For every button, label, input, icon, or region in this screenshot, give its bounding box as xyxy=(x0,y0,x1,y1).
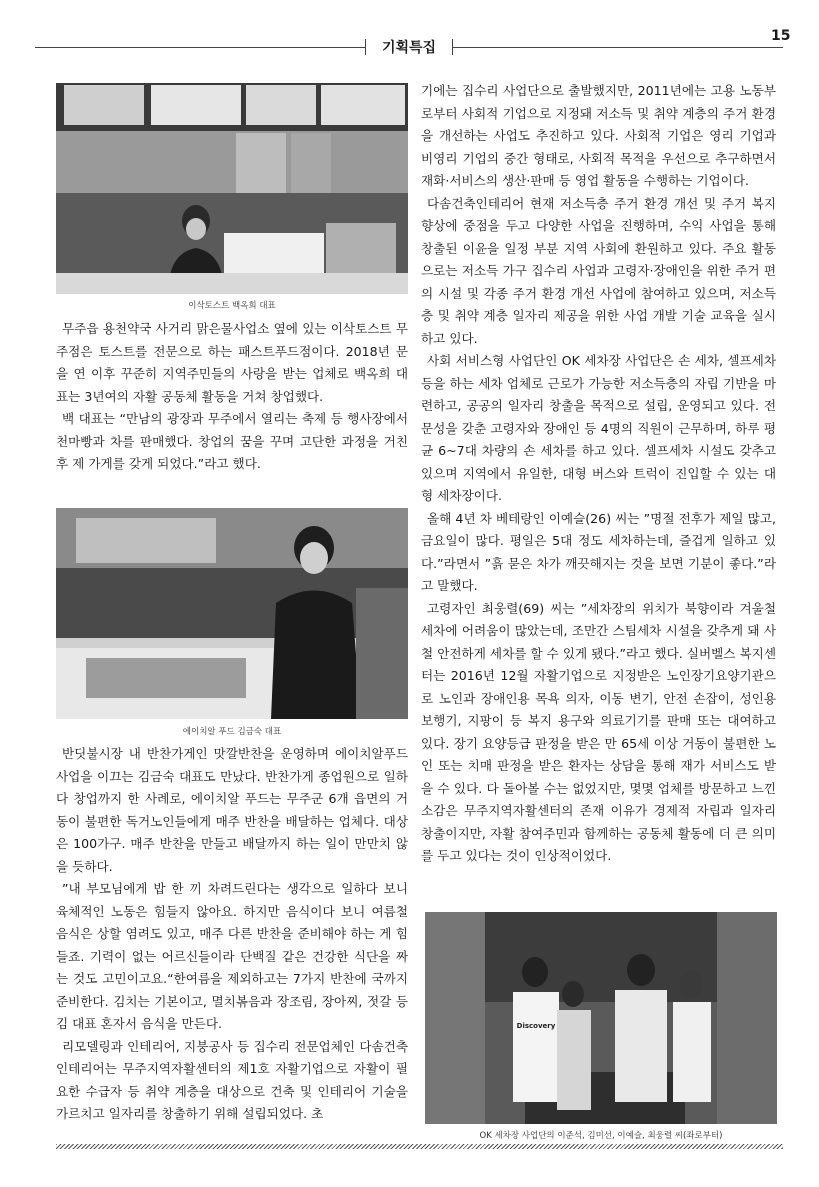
photo-caption-side-dish: 에이치알 푸드 김금숙 대표 xyxy=(182,727,282,737)
left-column-block-2 xyxy=(56,743,408,1126)
paragraph: 올해 4년 차 베테랑인 이예슬(26) 씨는 ”명절 전후가 제일 많고, 금요일이 많다. 평일은 5대 정도 세차하는데, 즐겁게 일하고 있다.”라면서 ”흙 묻은 차가 깨끗해지는 것을 보면 기분이 좋다.”라고 말했다. xyxy=(421,510,776,593)
paragraph: 백 대표는 “만남의 광장과 무주에서 열리는 축제 등 행사장에서 천마빵과 차를 판매했다. 창업의 꿈을 꾸며 고단한 과정을 거친 후 제 가게를 갖게 되었다.”라고 했다. xyxy=(56,411,408,471)
header-tick-left xyxy=(365,39,366,55)
header-rule-right xyxy=(453,47,783,48)
photo-caption-toast: 이삭토스트 백옥희 대표 xyxy=(188,301,276,311)
photo-side-dish-shop xyxy=(56,508,408,719)
photo-toast-shop xyxy=(56,83,408,294)
paragraph: 반딧불시장 내 반찬가게인 맛깔반찬을 운영하며 에이치알푸드 사업을 이끄는 김금숙 대표도 만났다. 반찬가게 종업원으로 일하다 창업까지 한 사례로, 에이치알 푸드는 무주군 6개 읍면의 거동이 불편한 독거노인들에게 매주 반찬을 배달하는 업체다. 대상은 100가구. 매주 반찬을 만들고 배달까지 하는 일이 만만치 않을 듯하다. xyxy=(56,746,408,874)
paragraph: 사회 서비스형 사업단인 OK 세차장 사업단은 손 세차, 셀프세차 등을 하는 세차 업체로 근로가 가능한 저소득층의 자립 기반을 마련하고, 공공의 일자리 창출을 목적으로 설립, 운영되고 있다. 전문성을 갖춘 고령자와 장애인 등 4명의 직원이 근무하며, 하루 평균 6~7대 차량의 손 세차를 하고 있다. 셀프세차 시설도 갖추고 있으며 지역에서 유일한, 대형 버스와 트럭이 진입할 수 있는 대형 세차장이다. xyxy=(421,353,776,503)
paragraph: 무주읍 용천약국 사거리 맑은물사업소 옆에 있는 이삭토스트 무주점은 토스트를 전문으로 하는 패스트푸드점이다. 2018년 문을 연 이후 꾸준히 지역주민들의 사랑을 받는 업체로 백옥희 대표는 3년여의 자활 공동체 활동을 거쳐 창업했다. xyxy=(56,321,408,404)
header-rule-left xyxy=(35,47,365,48)
photo-car-wash-team xyxy=(425,912,777,1124)
left-column-block-1 xyxy=(56,318,408,476)
paragraph: 리모델링과 인테리어, 지붕공사 등 집수리 전문업체인 다솜건축인테리어는 무주지역자활센터의 제1호 자활기업으로 자활이 필요한 수급자 등 취약 계층을 대상으로 건축 및 인테리어 기술을 가르치고 일자리를 창출하기 위해 설립되었다. 초 xyxy=(56,1038,408,1121)
photo-caption-car-wash: OK 세차장 사업단의 이준석, 김미선, 이예슬, 최웅렬 씨(좌로부터) xyxy=(479,1131,723,1141)
page-number: 15 xyxy=(771,28,791,44)
bottom-rule xyxy=(56,1144,783,1149)
section-title: 기획특집 xyxy=(381,40,437,56)
paragraph: 기에는 집수리 사업단으로 출발했지만, 2011년에는 고용 노동부로부터 사회적 기업으로 지정돼 저소득 및 취약 계층의 주거 환경을 개선하는 사업도 추진하고 있다. 사회적 기업은 영리 기업과 비영리 기업의 중간 형태로, 사회적 목적을 우선으로 추구하면서 재화·서비스의 생산·판매 등 영업 활동을 수행하는 기업이다. xyxy=(421,83,776,188)
paragraph: ”내 부모님에게 밥 한 끼 차려드린다는 생각으로 일하다 보니 육체적인 노동은 힘들지 않아요. 하지만 음식이다 보니 여름철 음식은 상할 염려도 있고, 매주 다른 반찬을 준비해야 하는 게 힘들죠. 기력이 없는 어르신들이라 단백질 같은 건강한 식단을 짜는 것도 고민이고요.“한여름을 제외하고는 7가지 반찬에 국까지 준비한다. 김치는 기본이고, 멸치볶음과 장조림, 장아찌, 젓갈 등 김 대표 혼자서 음식을 만든다. xyxy=(56,881,408,1031)
shirt-logo: Discovery xyxy=(516,1022,556,1030)
right-column xyxy=(421,80,776,868)
paragraph: 다솜건축인테리어 현재 저소득층 주거 환경 개선 및 주거 복지 향상에 중점을 두고 다양한 사업을 진행하며, 수익 사업을 통해 창출된 이윤을 일정 부분 지역 사회에 환원하고 있다. 주요 활동으로는 저소득 가구 집수리 사업과 고령자·장애인을 위한 주거 편의 시설 및 각종 주거 환경 개선 사업에 참여하고 있으며, 저소득층 및 취약 계층 일자리 제공을 위한 사업 개발 기술 교육을 실시하고 있다. xyxy=(421,195,776,346)
paragraph: 고령자인 최웅렬(69) 씨는 ”세차장의 위치가 북향이라 겨울철 세차에 어려움이 많았는데, 조만간 스팀세차 시설을 갖추게 돼 사철 안전하게 세차를 할 수 있게 됐다.”라고 했다. 실버벨스 복지센터는 2016년 12월 자활기업으로 지정받은 노인장기요양기관으로 노인과 장애인용 목욕 의자, 이동 변기, 안전 손잡이, 성인용 보행기, 지팡이 등 복지 용구와 의료기기를 판매 또는 대여하고 있다. 장기 요양등급 판정을 받은 만 65세 이상 거동이 불편한 노인 또는 치매 판정을 받은 환자는 상담을 통해 재가 서비스도 받을 수 있다. 다 돌아볼 수는 없었지만, 몇몇 업체를 방문하고 느낀 소감은 무주지역자활센터의 존재 이유가 경제적 자립과 일자리 창출이지만, 자활 참여주민과 함께하는 공동체 활동에 더 큰 의미를 두고 있다는 것이 인상적이었다. xyxy=(421,600,776,863)
